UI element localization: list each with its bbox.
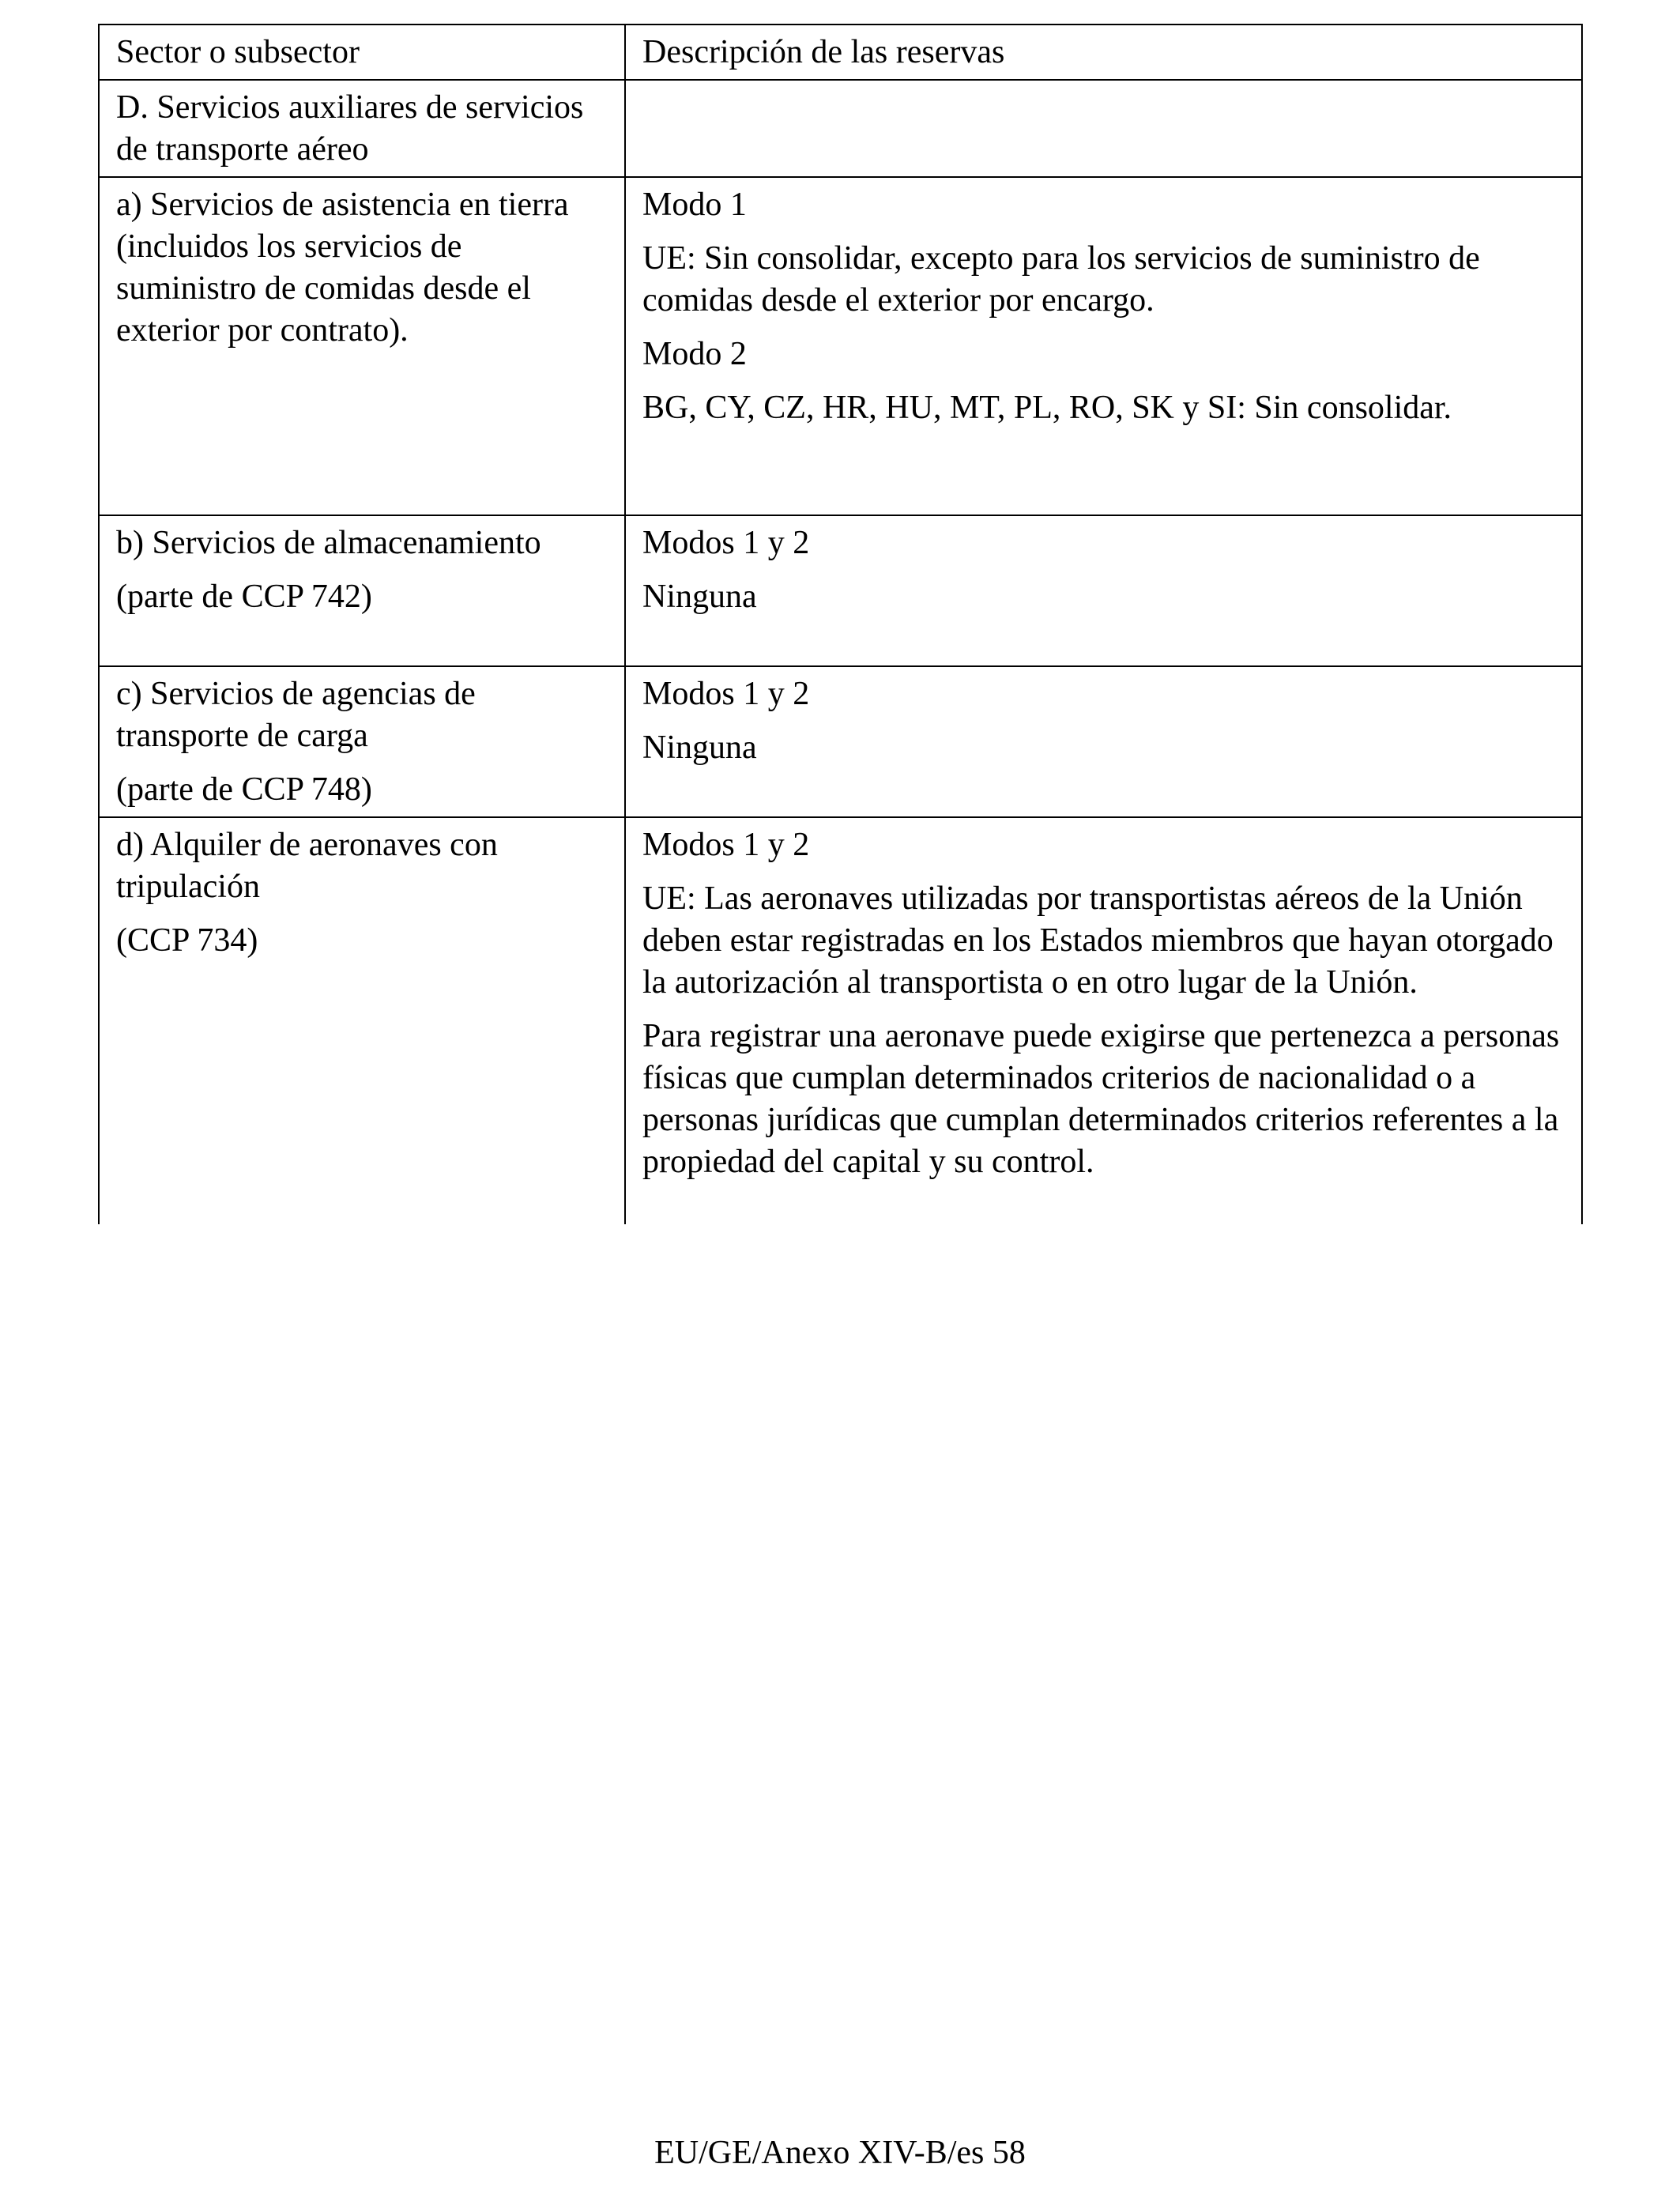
sector-text: b) Servicios de almacenamiento [116,525,541,561]
header-descripcion-text: Descripción de las reservas [642,34,1005,70]
descripcion-cell [625,80,1582,177]
table-header-row [99,25,1582,80]
table-row [99,515,1582,666]
table-row [99,666,1582,817]
mode-label: Modos 1 y 2 [642,827,810,863]
reservations-table [98,24,1583,1224]
ccp-reference: (parte de CCP 748) [116,771,372,808]
mode-label: Modo 1 [642,187,747,223]
sector-text: c) Servicios de agencias de transporte de carga [116,676,476,754]
ccp-reference: (CCP 734) [116,922,258,959]
mode-label: Modos 1 y 2 [642,676,810,712]
sector-cell [99,666,625,817]
sector-text: D. Servicios auxiliares de servicios de transporte aéreo [116,89,584,168]
sector-cell [99,80,625,177]
reservation-text: Ninguna [642,729,757,766]
reservation-text: Ninguna [642,579,757,615]
reservation-text: UE: Las aeronaves utilizadas por transportistas aéreos de la Unión deben estar registradas en los Estados miembros que hayan otorgado la autorización al transportista o en otro lugar de la Unión. [642,880,1554,1001]
sector-cell [99,817,625,1224]
header-cell-sector [99,25,625,80]
sector-cell [99,515,625,666]
descripcion-cell [625,666,1582,817]
header-cell-descripcion [625,25,1582,80]
header-sector-text: Sector o subsector [116,34,360,70]
descripcion-cell [625,817,1582,1224]
descripcion-cell [625,515,1582,666]
mode-label: Modo 2 [642,336,747,372]
sector-text: a) Servicios de asistencia en tierra (incluidos los servicios de suministro de comidas desde el exterior por contrato). [116,187,569,349]
reservation-text: UE: Sin consolidar, excepto para los servicios de suministro de comidas desde el exterior por encargo. [642,240,1480,319]
reservation-text: Para registrar una aeronave puede exigirse que pertenezca a personas físicas que cumplan determinados criterios de nacionalidad o a personas jurídicas que cumplan determinados criterios referentes a la propiedad del capital y su control. [642,1018,1560,1180]
mode-label: Modos 1 y 2 [642,525,810,561]
page-footer: EU/GE/Anexo XIV-B/es 58 [654,2135,1026,2171]
ccp-reference: (parte de CCP 742) [116,579,372,615]
sector-cell [99,177,625,515]
sector-text: d) Alquiler de aeronaves con tripulación [116,827,498,905]
reservation-text: BG, CY, CZ, HR, HU, MT, PL, RO, SK y SI: Sin consolidar. [642,390,1452,426]
table-row [99,817,1582,1224]
table-row [99,177,1582,515]
table-row [99,80,1582,177]
descripcion-cell [625,177,1582,515]
